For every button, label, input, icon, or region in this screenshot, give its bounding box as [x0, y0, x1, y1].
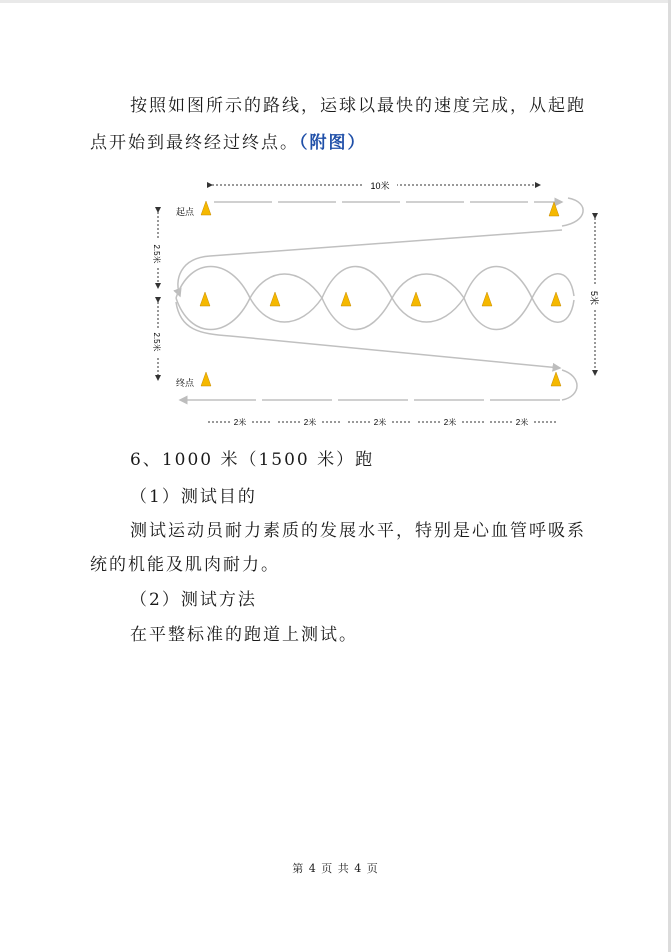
section-6-title: 6、1000 米（1500 米）跑	[130, 450, 375, 470]
bottom-dim-label: 2米	[373, 418, 387, 427]
route-row4	[176, 302, 560, 368]
bottom-dim-label: 2米	[303, 418, 317, 427]
page-edge-top	[0, 0, 671, 3]
cone-icon	[270, 292, 280, 306]
cone-icon	[200, 292, 210, 306]
start-cone-icon	[201, 201, 211, 215]
dimension-label-left-upper: 2.5米	[152, 244, 161, 264]
route-turn-top-right	[562, 198, 583, 226]
bottom-dim-label: 2米	[443, 418, 457, 427]
paragraph-line: 按照如图所示的路线，运球以最快的速度完成，从起跑	[130, 96, 586, 116]
route-weave-b	[176, 274, 574, 330]
cone-icon	[551, 372, 561, 386]
route-weave-a	[176, 267, 574, 323]
cone-icon	[549, 202, 559, 216]
route-row2	[178, 230, 562, 296]
dribble-route-diagram	[150, 170, 620, 440]
dimension-label-right: 5米	[589, 290, 599, 306]
end-cone-icon	[201, 372, 211, 386]
paragraph-line: 测试运动员耐力素质的发展水平，特别是心血管呼吸系	[130, 521, 586, 541]
start-label: 起点	[176, 207, 195, 217]
subsection-1-title: （1）测试目的	[130, 487, 257, 507]
cone-icon	[551, 292, 561, 306]
paragraph-line	[90, 131, 367, 155]
figure-reference: （附图）	[299, 133, 367, 153]
bottom-dim-label: 2米	[233, 418, 247, 427]
cone-icon	[411, 292, 421, 306]
dimension-label-left-lower: 2.5米	[152, 332, 161, 352]
cone-icon	[341, 292, 351, 306]
page-footer: 第 4 页 共 4 页	[292, 862, 379, 875]
subsection-2-title: （2）测试方法	[130, 590, 257, 610]
cone-icon	[482, 292, 492, 306]
paragraph-line: 统的机能及肌肉耐力。	[90, 555, 280, 575]
route-turn-bottom-right	[562, 370, 577, 400]
paragraph-text: 点开始到最终经过终点。	[90, 133, 299, 153]
bottom-dim-label: 2米	[515, 418, 529, 427]
bottom-dimensions	[208, 416, 558, 427]
end-label: 终点	[176, 378, 195, 388]
dimension-label-top: 10米	[370, 181, 390, 191]
paragraph-line: 在平整标准的跑道上测试。	[130, 625, 358, 645]
